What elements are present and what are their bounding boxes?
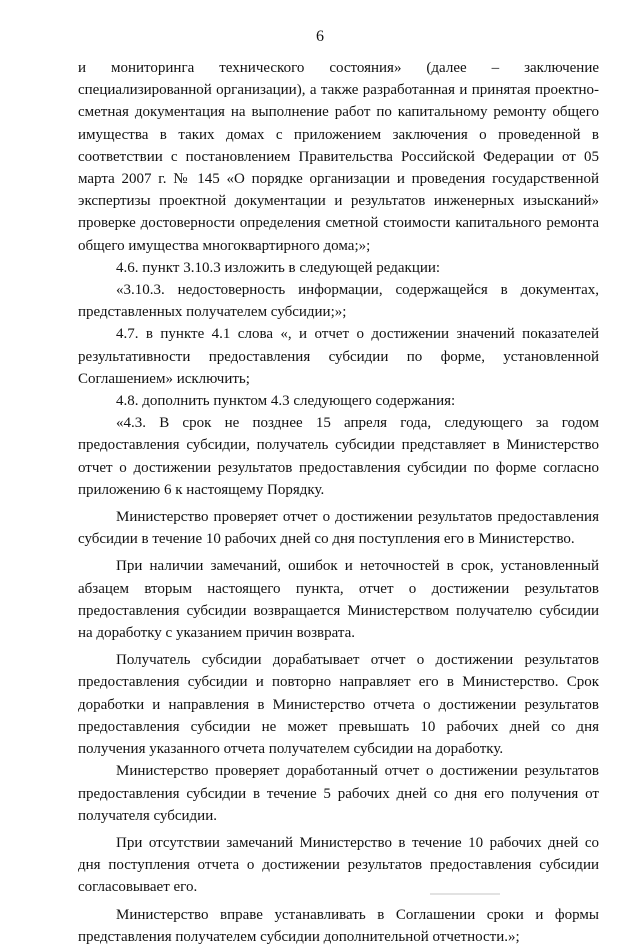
paragraph-item-4-7: 4.7. в пункте 4.1 слова «, и отчет о достижении значений показателей результативности предоставления субсидии по форме, установленной Соглашением» исключить; <box>78 326 599 387</box>
paragraph-quote-4-3: «4.3. В срок не позднее 15 апреля года, следующего за годом предоставления субсидии, получатель субсидии представляет в Министерство отчет о достижении результатов предоставления субсидии по форме согласно приложению 6 к настоящему Порядку. <box>78 415 599 498</box>
paragraph-item-4-6: 4.6. пункт 3.10.3 изложить в следующей редакции: <box>116 259 441 276</box>
paragraph-remarks: При наличии замечаний, ошибок и неточностей в срок, установленный абзацем вторым настоящего пункта, отчет о достижении результатов предоставления субсидии возвращается Министерством получателю субсидии на доработку с указанием причин возврата. <box>78 558 599 642</box>
paragraph-recheck: Министерство проверяет доработанный отчет о достижении результатов предоставления субсидии в течение 5 рабочих дней со дня его получения от получателя субсидии. <box>78 763 599 824</box>
paragraph-rework: Получатель субсидии дорабатывает отчет о достижении результатов предоставления субсидии и повторно направляет его в Министерство. Срок доработки и направления в Министерство отчета о достижении результатов предоставления субсидии не может превышать 10 рабочих дней со дня получения указанного отчета получателем субсидии на доработку. <box>78 652 599 758</box>
paragraph-continuation: и мониторинга технического состояния» (далее – заключение специализированной организации), а также разработанная и принятая проектно-сметная документация на выполнение работ по капитальному ремонту общего имущества в таких домах с приложением заключения о проведенной в соответствии с постановлением Правительства Российской Федерации от 05 марта 2007 г. № 145 «О порядке организации и проведения государственной экспертизы проектной документации и результатов инженерных изысканий» проверке достоверности определения сметной стоимости капитального ремонта общего имущества многоквартирного дома;»; <box>78 60 599 254</box>
scan-artifact <box>430 893 500 895</box>
paragraph-additional-reporting: Министерство вправе устанавливать в Соглашении сроки и формы представления получателем субсидии дополнительной отчетности.»; <box>78 906 599 945</box>
paragraph-ministry-check: Министерство проверяет отчет о достижении результатов предоставления субсидии в течение 10 рабочих дней со дня поступления его в Министерство. <box>78 509 599 548</box>
paragraph-approval: При отсутствии замечаний Министерство в течение 10 рабочих дней со дня поступления отчета о достижении результатов предоставления субсидии согласовывает его. <box>78 834 599 896</box>
paragraph-quote-3-10-3: «3.10.3. недостоверность информации, содержащейся в документах, представленных получателем субсидии;»; <box>78 282 599 321</box>
page-number: 6 <box>316 28 324 45</box>
paragraph-item-4-8: 4.8. дополнить пунктом 4.3 следующего содержания: <box>116 393 456 410</box>
document-body <box>78 57 599 948</box>
